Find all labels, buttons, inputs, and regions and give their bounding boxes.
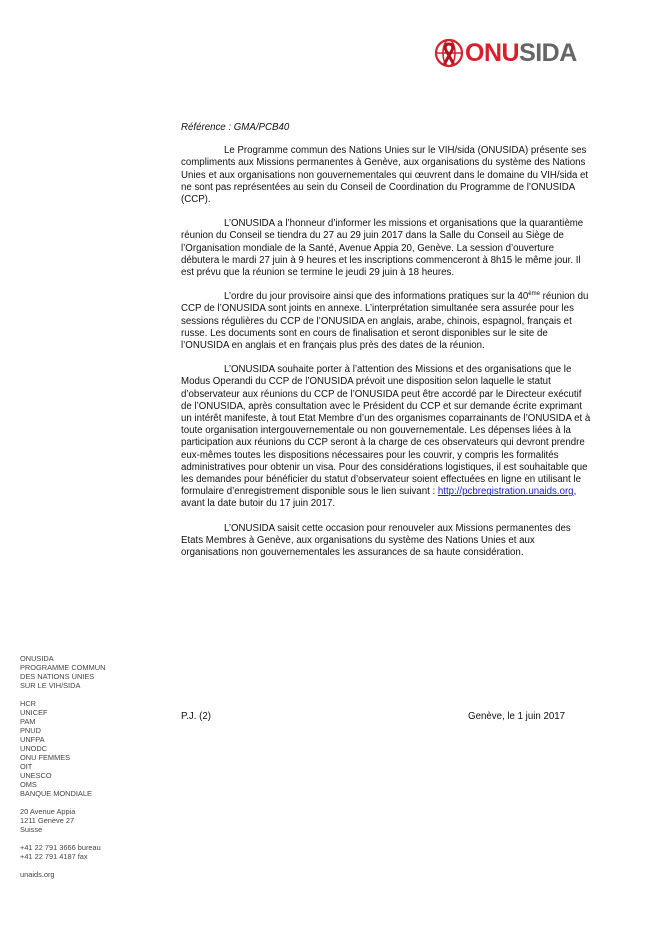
agenda-text-end: réunion du CCP de l’ONUSIDA sont joints en annexe. L’interprétation simultanée sera assurée pour les sessions régulières du CCP de l’ONUSIDA en anglais, arabe, chinois, espagnol, français et russe. Les documents sont en cours de finalisation et seront disponibles sur le site de l’ONUSIDA en anglais et en français plus près des dates de la réunion. [181,291,589,352]
sidebar-phones [20,843,160,861]
sidebar-contact-info [20,654,160,888]
letter-footer [181,711,565,722]
ordinal-superscript: ème [528,291,540,298]
phone-line: +41 22 791 3666 bureau [20,843,101,852]
logo-wordmark [465,38,577,67]
org-name-line: ONUSIDA [20,654,54,663]
cosponsor-item: UNICEF [20,708,48,717]
org-name-line: DES NATIONS UNIES [20,672,95,681]
observer-text-end: , avant la date butoir du 17 juin 2017. [181,486,577,510]
letter-body [181,122,593,571]
enclosure-note: P.J. (2) [181,711,211,722]
cosponsor-item: UNFPA [20,735,45,744]
agenda-text-start: L’ordre du jour provisoire ainsi que des informations pratiques sur la 40 [224,291,529,303]
observer-text-start: L’ONUSIDA souhaite porter à l’attention des Missions et des organisations que le Modus Operandi du CCP de l’ONUSIDA prévoit une disposition selon laquelle le statut d’observateur aux réunions du CCP de l’ONUSIDA peut être accordé par le Directeur exécutif de l’ONUSIDA, après consultation avec le Président du CCP et sur demande écrite exprimant un intérêt manifeste, à tout Etat Membre d’un des organismes coparrainants de l’ONUSIDA et à toute organisation intergouvernementale ou non gouvernementale. Les dépenses liées à la participation aux réunions du CCP seront à la charge de ces observateurs qui devront prendre eux-mêmes toutes les dispositions nécessaires pour les couvrir, y compris les formalités administratives pour obtenir un visa. Pour des considérations logistiques, il est souhaitable que les demandes pour bénéficier du statut d’observateur soient effectuées en ligne en utilisant le formulaire d’enregistrement disponible sous le lien suivant : [181,364,591,498]
sidebar-cosponsors [20,699,160,798]
onusida-logo [434,38,577,68]
logo-text-onu: ONU [465,38,520,67]
cosponsor-item: PAM [20,717,36,726]
org-name-line: PROGRAMME COMMUN [20,663,106,672]
address-line: Suisse [20,825,43,834]
sidebar-website [20,870,160,879]
website-link[interactable]: unaids.org [20,870,55,879]
cosponsor-item: UNESCO [20,771,52,780]
reference-line: Référence : GMA/PCB40 [181,122,290,133]
paragraph-observer-status [181,364,593,510]
cosponsor-item: ONU FEMMES [20,753,71,762]
address-line: 1211 Genève 27 [20,816,75,825]
cosponsor-item: OMS [20,780,37,789]
paragraph-meeting-dates: L’ONUSIDA a l’honneur d’informer les missions et organisations que la quarantième réunion du Conseil se tiendra du 27 au 29 juin 2017 dans la Salle du Conseil au Siège de l’Organisation mondiale de la Santé, Avenue Appia 20, Genève. La session d’ouverture débutera le mardi 27 juin à 9 heures et les inscriptions commenceront à 8h15 le même jour. Il est prévu que la réunion se termine le jeudi 29 juin à 18 heures. [181,218,584,279]
place-date: Genève, le 1 juin 2017 [468,711,565,722]
address-line: 20 Avenue Appia [20,807,76,816]
cosponsor-item: OIT [20,762,33,771]
sidebar-address [20,807,160,834]
aids-ribbon-globe-icon [434,38,464,68]
registration-link[interactable]: http://pcbregistration.unaids.org [437,486,574,498]
sidebar-org-name [20,654,160,690]
cosponsor-item: PNUD [20,726,41,735]
cosponsor-item: HCR [20,699,37,708]
paragraph-agenda [181,291,593,352]
logo-text-sida: SIDA [519,38,577,67]
paragraph-introduction: Le Programme commun des Nations Unies sur le VIH/sida (ONUSIDA) présente ses compliments aux Missions permanentes à Genève, aux organisations du système des Nations Unies et aux organisations non gouvernementales qui œuvrent dans le domaine du VIH/sida et ne sont pas représentées au sein du Conseil de Coordination du Programme de l’ONUSIDA (CCP). [181,145,589,206]
paragraph-closing: L’ONUSIDA saisit cette occasion pour renouveler aux Missions permanentes des Etats Membres à Genève, aux organisations du système des Nations Unies et aux organisations non gouvernementales les assurances de sa haute considération. [181,522,571,559]
org-name-line: SUR LE VIH/SIDA [20,681,81,690]
cosponsor-item: UNODC [20,744,48,753]
cosponsor-item: BANQUE MONDIALE [20,789,92,798]
phone-line: +41 22 791 4187 fax [20,852,88,861]
